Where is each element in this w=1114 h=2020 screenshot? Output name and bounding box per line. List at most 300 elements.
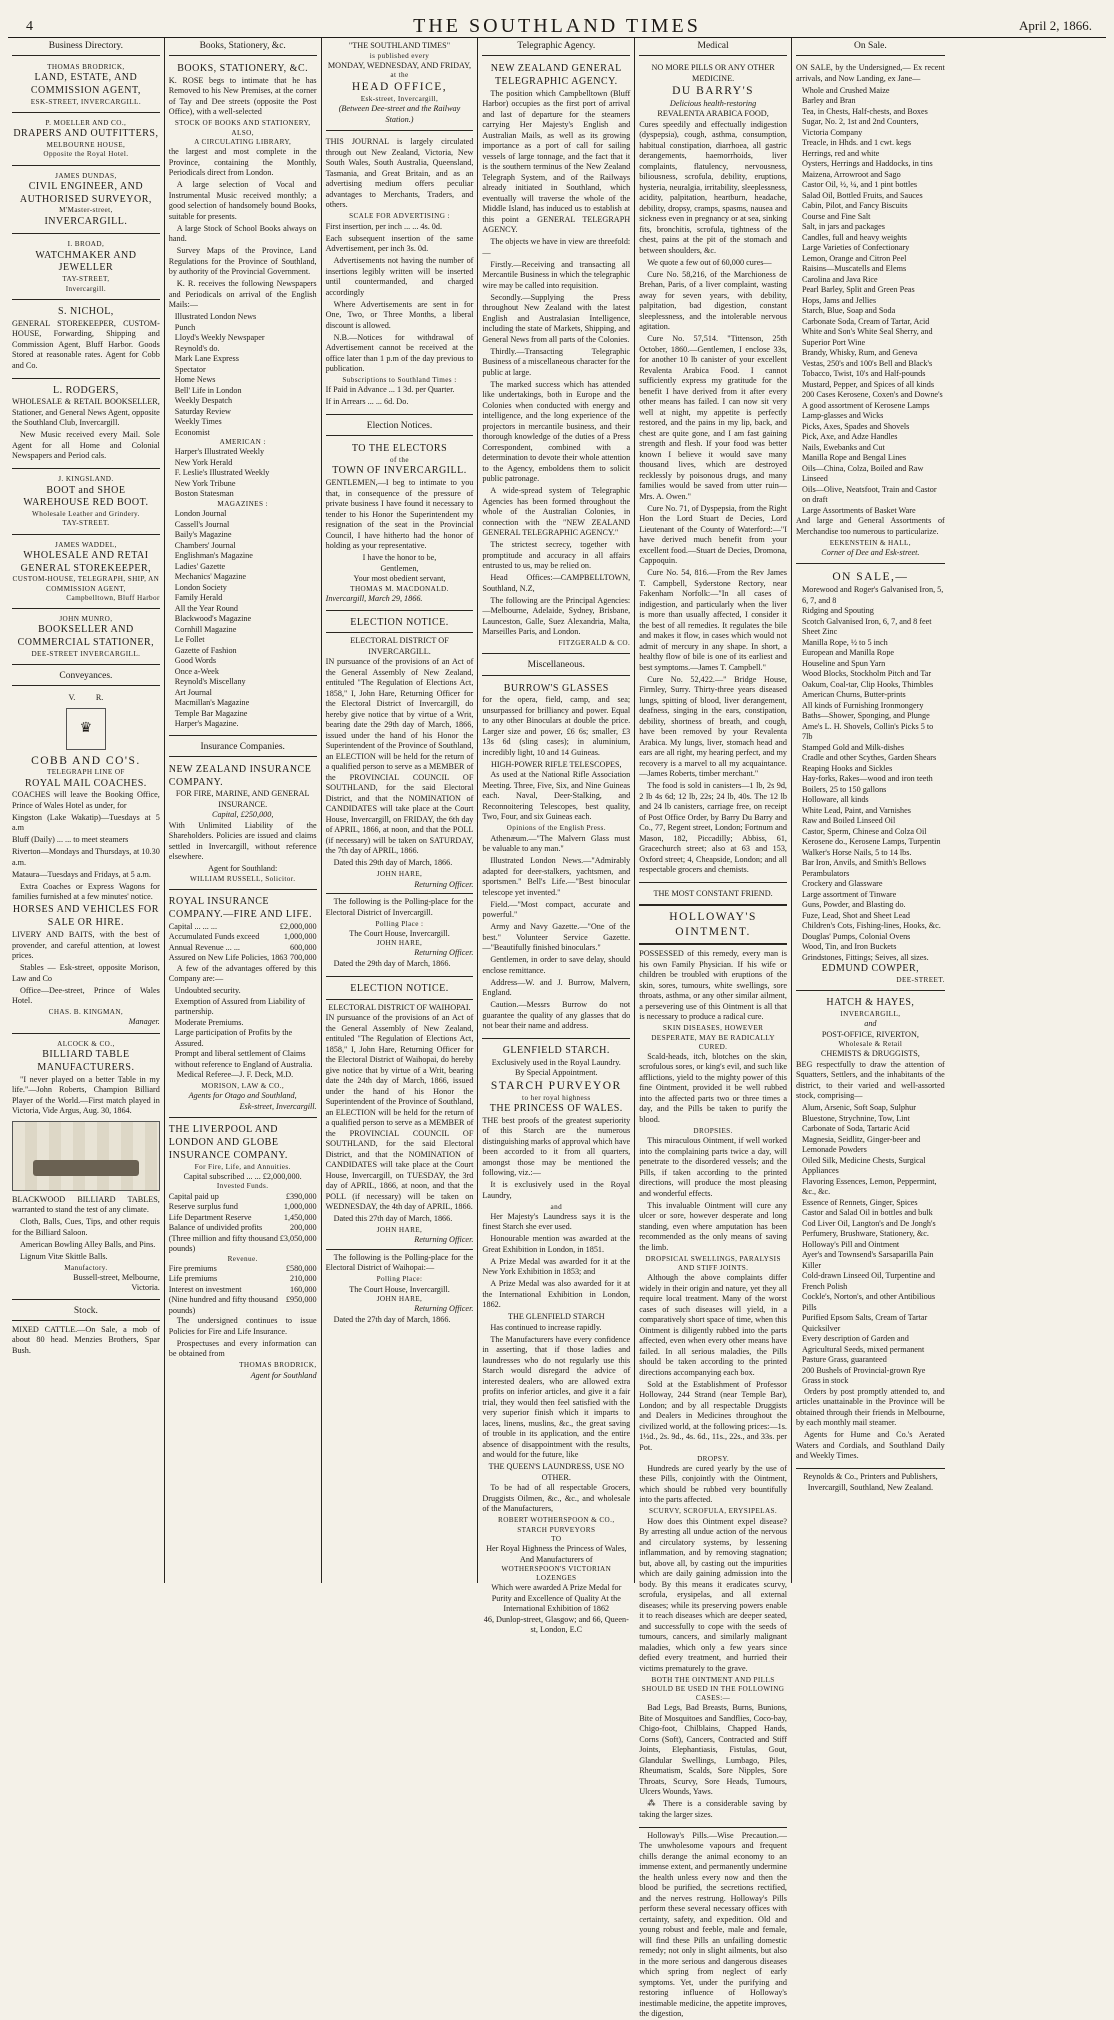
- advert-body: Army and Navy Gazette.—"One of the best." Volunteer Service Gazette.—"Beautifully finished binoculars.": [482, 922, 631, 953]
- list-item: Hay-forks, Rakes—wood and iron teeth: [801, 774, 933, 784]
- advert-name: JAMES DUNDAS,: [55, 171, 117, 180]
- advert-title: ROYAL INSURANCE COMPANY.—FIRE AND LIFE.: [168, 896, 312, 920]
- notice-line: Polling Place :: [375, 919, 424, 928]
- advert-billiard: [12, 1037, 160, 1300]
- list-item: Walker's Horse Nails, 5 to 14 lbs.: [801, 847, 912, 857]
- list-item: Cabin, Pilot, and Fancy Biscuits: [801, 201, 908, 211]
- advert-subtitle: CHEMISTS & DRUGGISTS,: [820, 1049, 920, 1059]
- advert-subtitle: DROPSY.: [697, 1454, 730, 1463]
- list-item: New York Herald: [174, 457, 233, 467]
- advert-body: K. ROSE begs to intimate that he has Removed to his New Premises, at the corner of Tay and Dee streets (opposite the Post Office), with a well-selected: [168, 75, 317, 117]
- table-row: [169, 953, 317, 964]
- advert-body: The undersigned continues to issue Policies for Fire and Life Insurance.: [168, 1316, 317, 1336]
- list-item: All kinds of Furnishing Ironmongery: [801, 700, 924, 710]
- advert-body: It is exclusively used in the Royal Laundry,: [482, 1180, 631, 1200]
- advert-body: A few of the advantages offered by this Company are:—: [168, 963, 317, 984]
- row-value: £390,000: [285, 1191, 317, 1201]
- notice-line: Esk-street, Invercargill,: [360, 95, 439, 104]
- list-item: Saturday Review: [174, 406, 231, 416]
- advert-subtitle: ROYAL MAIL COACHES.: [24, 777, 147, 789]
- advert-address: 46, Dunlop-street, Glasgow; and 66, Queen-st, London, E.C: [483, 1614, 629, 1635]
- list-item: Candles, full and heavy weights: [801, 232, 907, 242]
- advert: [12, 303, 160, 379]
- table-row: [169, 1264, 317, 1275]
- row-label: Reserve surplus fund: [168, 1202, 238, 1212]
- list-item: Salad Oil, Bottled Fruits, and Sauces: [801, 190, 923, 200]
- magazine-list: [169, 509, 317, 730]
- notice-date: Dated this 27th day of March, 1866.: [333, 1214, 453, 1224]
- list-item: Exemption of Assured from Liability of partnership.: [174, 996, 306, 1017]
- list-item: Whole and Crushed Maize: [801, 85, 890, 95]
- advert-title: BOOT and SHOE WAREHOUSE RED BOOT.: [23, 484, 149, 509]
- advert: [12, 538, 160, 609]
- column-medical: [635, 38, 792, 2019]
- notice-body: The following is the Polling-place for the Electoral District of Invercargill.: [325, 897, 474, 917]
- advert-subtitle: SKIN DISEASES, HOWEVER DESPERATE, MAY BE RADICALLY CURED.: [651, 1024, 775, 1051]
- advert-body: Address—W. and J. Burrow, Malvern, England.: [482, 977, 631, 998]
- list-item: Chambers' Journal: [174, 540, 236, 550]
- row-label: Balance of undivided profits: [168, 1223, 263, 1233]
- advert-body: A large selection of Vocal and Instrumental Music received monthly; a good selection of handsomely bound Books, suitable for presents.: [168, 180, 317, 221]
- list-item: Castor Oil, ½, ¼, and 1 pint bottles: [801, 180, 918, 190]
- section-heading: Telegraphic Agency.: [482, 38, 630, 56]
- list-item: Gazette of Fashion: [174, 645, 237, 655]
- section-heading: Medical: [639, 38, 787, 56]
- row-value: 600,000: [289, 942, 317, 952]
- list-item: Mark Lane Express: [174, 354, 239, 364]
- advert-body: The food is sold in canisters—1 lb, 2s 9d, 2 lb 4s 6d; 12 lb, 22s; 24 lb, 40s. The 12 lb and 24 lb canisters, carriage free, on receipt of Post Office Order, by Barry Du Barry and Co., 77, Regent street, London; Fortnum and Mason, 182, Piccadilly; Abbiss, 61, Gracechurch street; also at 63 and 153, Oxford street; 4, Cheapside, London; and all respectable grocers and chemists.: [639, 781, 787, 875]
- list-item: Pearl Barley, Split and Green Peas: [801, 285, 915, 295]
- capital-table: [169, 922, 317, 964]
- list-item: White Lead, Paint, and Varnishes: [801, 805, 911, 815]
- royal-arms-icon: ♛: [66, 708, 106, 750]
- issue-date: April 2, 1866.: [1019, 18, 1092, 33]
- row-label: Capital ... ... ...: [168, 921, 218, 931]
- row-label: Capital paid up: [168, 1191, 219, 1201]
- notice-line: I have the honor to be,: [362, 553, 437, 563]
- list-heading: MAGAZINES :: [217, 499, 268, 508]
- advert-address: POST-OFFICE, RIVERTON,: [821, 1029, 919, 1039]
- advert-liverpool-insurance: [169, 1121, 317, 1386]
- notice-line: is published every: [369, 51, 430, 60]
- list-item: Grindstones, Fittings; Seives, all sizes.: [801, 952, 929, 962]
- row-label: Accumulated Funds exceed: [168, 932, 260, 942]
- funds-table: [169, 1192, 317, 1255]
- advert-address: Wholesale Leather and Grindery.: [32, 510, 140, 519]
- notice-signature: THOMAS M. MACDONALD.: [350, 584, 449, 593]
- advert-body: Cloth, Balls, Cues, Tips, and other requis for the Billiard Saloon.: [12, 1217, 160, 1237]
- advert-body: POSSESSED of this remedy, every man is his own Family Physician. If his wife or children be troubled with eruptions of the skin, sores, tumours, white swellings, sore throats, asthma, or any other similar ailment, a persevering use of this Ointment is all that is necessary to produce a radical cure.: [639, 949, 787, 1022]
- cowper-advert: [796, 567, 945, 991]
- advert-body: Stables — Esk-street, opposite Morison, Law and Co: [12, 963, 160, 983]
- row-value: £3,050,000: [279, 1233, 317, 1243]
- advert-subtitle: Opinions of the English Press.: [506, 824, 606, 833]
- row-value: £950,000: [285, 1295, 317, 1305]
- advert-body: Prospectuses and every information can be obtained from: [168, 1338, 317, 1359]
- advert-body: Firstly.—Receiving and transacting all Mercantile Business in which the telegraphic wire may be called into requisition.: [482, 259, 631, 290]
- row-label: Life premiums: [168, 1274, 218, 1284]
- advert-title: THE MOST CONSTANT FRIEND.: [653, 889, 773, 899]
- advert-capital: Capital, £250,000,: [211, 810, 274, 820]
- notice-line: Gentlemen,: [380, 563, 419, 573]
- advert-subtitle: to her royal highness: [522, 1093, 591, 1102]
- advert-address: MELBOURNE HOUSE,: [46, 141, 126, 150]
- glenfield-advert: [482, 1042, 630, 1641]
- timetable-line: Mataura—Tuesdays and Fridays, at 5 a.m.: [12, 869, 151, 879]
- advert-rose: [169, 60, 317, 735]
- list-item: Economist: [174, 427, 210, 437]
- notice-title: "THE SOUTHLAND TIMES": [348, 41, 451, 50]
- advert-address: Victoria.: [131, 1283, 160, 1293]
- advert-body: American Bowling Alley Balls, and Pins.: [20, 1239, 156, 1249]
- advert-body: ⁂ There is a considerable saving by taking the larger sizes.: [639, 1799, 787, 1819]
- advert-body: The following are the Principal Agencies:—Melbourne, Adelaide, Sydney, Brisbane, Launceston, Galle, Suez Alexandria, Malta, Marseilles Paris, and London.: [482, 595, 631, 637]
- notice-signature: JOHN HARE,: [376, 1295, 423, 1304]
- advert-body: Her Majesty's Laundress says it is the finest Starch she ever used.: [482, 1211, 631, 1232]
- notice-title: TOWN OF INVERCARGILL.: [332, 465, 467, 477]
- list-item: Large Varieties of Confectionary: [801, 243, 910, 253]
- timetable-line: Kingston (Lake Wakatip)—Tuesdays at 5 a.m: [12, 812, 160, 833]
- list-item: Ridging and Spouting: [801, 606, 874, 616]
- notice-title: TO THE ELECTORS: [351, 443, 448, 455]
- notice-title: ELECTION NOTICE.: [350, 982, 449, 994]
- table-row: [169, 1213, 317, 1224]
- eekenstein-advert: [796, 60, 945, 564]
- table-row: [169, 1202, 317, 1213]
- list-item: Castor and Salad Oil in bottles and bulk: [801, 1208, 933, 1218]
- royal-cypher: V. R.: [68, 693, 104, 703]
- list-item: Harper's Illustrated Weekly: [174, 447, 265, 457]
- advert-body: A Prize Medal was also awarded for it at the International Exhibition in London, 1862.: [482, 1279, 631, 1310]
- list-item: American Churns, Butter-prints: [801, 690, 906, 700]
- goods-list: [796, 585, 945, 963]
- list-item: Purified Epsom Salts, Cream of Tartar Quicksilver: [801, 1313, 928, 1333]
- notice-date: Dated the 29th day of March, 1866.: [333, 958, 451, 968]
- advert: [12, 472, 160, 534]
- advert-body: Bad Legs, Bad Breasts, Burns, Bunions, Bite of Mosquitoes and Sandflies, Coco-bay, Chigo-foot, Chilblains, Chapped Hands, Corns (Soft), Cancers, Contracted and Stiff Joints, Elephantiasis, Fistulas, Gout, Glandular Swellings, Lumbago, Piles, Rheumatism, Scalds, Sore Nipples, Sore Throats, Scurvy, Sore Heads, Tumours, Ulcers Wounds, Yaws.: [639, 1703, 787, 1797]
- advert-address: Campbelltown, Bluff Harbor: [66, 593, 160, 602]
- list-item: Good Words: [174, 656, 217, 666]
- list-item: Oakum, Coal-tar, Clip Hooks, Thimbles: [801, 679, 934, 689]
- advert-address: Corner of Dee and Esk-street.: [821, 547, 920, 557]
- list-item: Stamped Gold and Milk-dishes: [801, 742, 905, 752]
- advert-body: Orders by post promptly attended to, and articles unattainable in the Province will be obtained through their friends in Melbourne, by each monthly mail steamer.: [795, 1386, 945, 1428]
- advert-cobb: [12, 690, 160, 1034]
- advert-line: Her Royal Highness the Princess of Wales, And Manufacturers of: [486, 1544, 627, 1564]
- advert-title: HOLLOWAY'S OINTMENT.: [669, 910, 757, 938]
- list-item: Baily's Magazine: [174, 530, 232, 540]
- list-item: Cassell's Journal: [174, 519, 230, 529]
- notice-role: Returning Officer.: [414, 879, 474, 889]
- list-item: Weekly Despatch: [174, 396, 233, 406]
- advert-title: COBB AND CO'S.: [31, 754, 141, 767]
- section-heading: Miscellaneous.: [482, 657, 630, 675]
- list-item: Le Follet: [174, 635, 205, 645]
- terms-body: THIS JOURNAL is largely circulated through out New Zealand, Victoria, New South Wales, South Australia, Queensland, Tasmania, and Great Britain, and as an advertising medium offers peculiar advantages to Merchants, Traders, and others.: [325, 137, 474, 210]
- list-item: Bar Iron, Anvils, and Smith's Bellows: [801, 858, 927, 868]
- list-item: Large assortment of Tinware: [801, 889, 897, 899]
- list-item: Tea, in Chests, Half-chests, and Boxes: [801, 106, 928, 116]
- list-item: Treacle, in Hhds. and 1 cwt. kegs: [801, 138, 912, 148]
- american-list: [169, 447, 317, 500]
- advert-body: Illustrated London News.—"Admirably adapted for deer-stalkers, yachtsmen, and sportsmen." Bell's Life.—"Best binocular telescope yet invented.": [482, 856, 631, 897]
- advert-body: The marked success which has attended like undertakings, both in Europe and the Colonies when conducted with energy and intelligence, and the long experience of the projectors in mercantile business, and their thorough knowledge of the duties of a Press Correspondent, combined with a determination to devote their whole attention to the Agency, emboldens them to solicit public patronage.: [482, 379, 631, 484]
- list-item: Sheet Zinc: [801, 627, 838, 637]
- advert-title: WATCHMAKER AND JEWELLER: [35, 249, 137, 274]
- list-item: Wood, Tin, and Iron Buckets: [801, 942, 897, 952]
- terms-line: Each subsequent insertion of the same Advertisement, per inch 3s. 0d.: [325, 233, 474, 254]
- list-item: Oils—Olive, Neatsfoot, Train and Castor on draft: [801, 484, 937, 505]
- advert-body: This miraculous Ointment, if well worked into the complaining parts twice a day, will penetrate to the disordered vessels; and the Pills, if taken according to the printed directions, will produce the most pleasing and wonderful effects.: [639, 1136, 787, 1198]
- advert-signature: EEKENSTEIN & HALL,: [829, 538, 912, 547]
- advert-body: The strictest secrecy, together with promptitude and accuracy in all affairs entrusted to us, may be relied on.: [482, 540, 631, 571]
- row-value: £580,000: [285, 1263, 317, 1273]
- advert-address: INVERCARGILL,: [840, 1009, 901, 1018]
- advert-body: BEG respectfully to draw the attention of Squatters, Settlers, and the inhabitants of the district, to their varied and well-assorted stock, comprising—: [795, 1059, 945, 1101]
- advert-signature: EDMUND COWPER,: [821, 963, 920, 975]
- billiard-illustration-icon: [12, 1121, 160, 1191]
- notice-body: IN pursuance of the provisions of an Act of the General Assembly of New Zealand, entituled "The Regulation of Elections Act, 1858," I, John Hare, Returning Officer for the Electoral District of Waihopai, do hereby give notice that by virtue of a Writ, bearing date the 24th day of March, 1866, issued under the hand of his Honor the Superintendent of the Province of Southland, an ELECTION will be held for the return of a qualified person to serve as a MEMBER of the PROVINCIAL COUNCIL OF SOUTHLAND, for the said Electoral District, and that the NOMINATION of CANDIDATES will take place at the Court House, Invercargill, on TUESDAY, the 3rd day of APRIL, 1866, at noon, and that the POLL (if necessary) will be taken on WEDNESDAY, the 4th day of APRIL, 1866.: [325, 1013, 474, 1212]
- printers-imprint: Reynolds & Co., Printers and Publishers, Invercargill, Southland, New Zealand.: [803, 1472, 938, 1492]
- list-item: Starch, Blue, Soap and Soda: [801, 306, 896, 316]
- list-item: Large Assortments of Basket Ware: [801, 505, 916, 515]
- advert-title: NEW ZEALAND INSURANCE COMPANY.: [168, 763, 312, 788]
- list-item: Alum, Arsenic, Soft Soap, Sulphur: [801, 1103, 916, 1113]
- advert-body: A large Stock of School Books always on hand.: [168, 223, 317, 244]
- list-item: Punch: [174, 322, 196, 332]
- list-item: Art Journal: [174, 687, 212, 697]
- advert-address: CUSTOM-HOUSE, TELEGRAPH, SHIP, AN COMMISSION AGENT,: [12, 575, 160, 593]
- advert-body: A wide-spread system of Telegraphic Agencies has been formed throughout the whole of the Australian Colonies, in connection with the "NEW ZEALAND GENERAL TELEGRAPHIC AGENCY.": [482, 486, 631, 538]
- list-heading: AMERICAN :: [219, 438, 266, 447]
- notice-signature: JOHN HARE,: [376, 870, 423, 879]
- advert-signature: FITZGERALD & CO.: [558, 639, 631, 648]
- advert-royal-insurance: [169, 893, 317, 1118]
- advert-name: P. MOELLER AND CO.,: [45, 119, 127, 128]
- advert-body: LIVERY AND BAITS, with the best of provender, and careful attention, at lowest prices.: [12, 930, 160, 961]
- advert-name: S. NICHOL,: [57, 305, 114, 317]
- advert-title: CIVIL ENGINEER, AND AUTHORISED SURVEYOR,: [19, 180, 152, 205]
- advert-address: DEE-STREET INVERCARGILL.: [31, 649, 141, 658]
- advert-subtitle: DROPSICAL SWELLINGS, PARALYSIS AND STIFF JOINTS.: [645, 1254, 781, 1272]
- advert-body: MIXED CATTLE.—On Sale, a mob of about 80 head. Menzies Brothers, Spar Bush.: [12, 1324, 160, 1355]
- advert-capital: Capital subscribed ... ... £2,000,000.: [183, 1171, 302, 1181]
- notice-line: at the: [390, 71, 409, 80]
- list-item: Once a-Week: [174, 666, 219, 676]
- advert-body: Survey Maps of the Province, Land Regulations for the Province of Southland, by authority of the Provincial Government.: [168, 246, 317, 277]
- list-item: Lloyd's Weekly Newspaper: [174, 333, 265, 343]
- list-item: Holloway's Pill and Ointment: [801, 1239, 900, 1249]
- list-item: Carolina and Java Rice: [801, 274, 878, 284]
- advert: [12, 612, 160, 665]
- advert-body: Field.—"Most compact, accurate and powerful.": [482, 899, 631, 920]
- advert-body: Caution.—Messrs Burrow do not guarantee the quality of any glasses that do not bear their name and address.: [482, 1000, 631, 1031]
- advert-body: Cure No. 57,514. "Tittenson, 25th October, 1860.—Gentlemen, I enclose 33s, for another 10 lb canister of your excellent Revalenta Arabica Food. I cannot sufficiently express my gratitude for the benefit I have derived from it after every other means has failed. I can now sit very well at night, my appetite is perfectly restored, and the pains in my lip, back, and chest are quite gone, and I am fast gaining strength and flesh. If your food was better known I believe it would save many thousand lives, which are destroyed recklessly by poisonous drugs, and many families would be saved from utter ruin—Mrs. A. Owen.": [639, 334, 787, 501]
- advert-body: Honourable mention was awarded at the Great Exhibition in London, in 1851.: [482, 1234, 631, 1254]
- terms-line: Where Advertisements are sent in for One, Two, or Three Months, a liberal discount is allowed.: [325, 299, 474, 330]
- advantages-list: [169, 986, 317, 1070]
- advert-body: A Prize Medal was awarded for it at the New York Exhibition in 1853; and: [482, 1256, 631, 1277]
- list-item: Castor, Sperm, Chinese and Colza Oil: [801, 826, 927, 836]
- advert-subtitle: STOCK OF BOOKS AND STATIONERY,: [174, 119, 311, 128]
- advert-address: TAY-STREET,: [62, 275, 110, 284]
- list-item: Vestas, 250's and 100's Bell and Black's Tobacco, Twist, 10's and Half-pounds: [801, 358, 933, 379]
- advert-title: DRAPERS AND OUTFITTERS,: [13, 128, 159, 140]
- advert-body: ON SALE, by the Undersigned,— Ex recent arrivals, and Now Landing, ex Jane—: [795, 63, 945, 83]
- section-heading: Business Directory.: [12, 38, 160, 56]
- list-item: Houseline and Spun Yarn: [801, 658, 886, 668]
- notice-body: The following is the Polling-place for the Electoral District of Waihopai:—: [325, 1252, 474, 1273]
- advert-title: HATCH & HAYES,: [826, 997, 915, 1009]
- list-item: Ladies' Gazette: [174, 561, 226, 571]
- list-item: F. Leslie's Illustrated Weekly: [174, 468, 270, 478]
- section-heading: Insurance Companies.: [169, 739, 317, 757]
- list-item: Spectator: [174, 364, 206, 374]
- advert-body: And large and General Assortments of Merchandise too numerous to particularize.: [795, 516, 945, 536]
- table-heading: Revenue.: [227, 1254, 258, 1263]
- advert-body: We quote a few out of 60,000 cures—: [647, 257, 772, 267]
- list-item: Reynold's do.: [174, 343, 220, 353]
- advert-nz-insurance: [169, 761, 317, 890]
- advert-role: Manager.: [128, 1017, 160, 1027]
- advert-subtitle: DROPSIES.: [693, 1126, 733, 1135]
- notice-role: Returning Officer.: [414, 948, 474, 958]
- list-item: Cradle and other Scythes, Garden Shears: [801, 753, 937, 763]
- row-label: Fire premiums: [168, 1263, 217, 1273]
- advert: [12, 116, 160, 165]
- list-item: Weekly Times: [174, 417, 222, 427]
- notice-line: Your most obedient servant,: [353, 574, 446, 584]
- advert-line: TO: [551, 1534, 562, 1543]
- row-label: Interest on investment: [168, 1284, 242, 1294]
- list-item: Salt, in jars and packages: [801, 222, 885, 232]
- notice-body: IN pursuance of the provisions of an Act of the General Assembly of New Zealand, entituled "The Regulation of Elections Act, 1858," I, John Hare, Returning Officer for the Electoral District of Invercargill, do hereby give notice that by virtue of a Writ, bearing date the 29th day of March, 1866, issued under the hand of his Honor the Superintendent of the Province of Southland, an ELECTION will be held for the return of a qualified person to serve as a MEMBER of the PROVINCIAL COUNCIL OF SOUTHLAND, for the said Electoral District, and that the NOMINATION of CANDIDATES will take place at the Court House, Invercargill, on FRIDAY, the 6th day of APRIL, 1866, at noon, and that the POLL (if necessary) will be taken on SATURDAY, the 7th day of APRIL, 1866.: [325, 657, 474, 856]
- notice-signature: JOHN HARE,: [376, 1226, 423, 1235]
- list-item: 200 Bushels of Provincial-grown Rye Grass in stock: [801, 1365, 926, 1386]
- advert-name: JOHN MUNRO,: [59, 615, 113, 624]
- hatch-hayes-advert: [796, 994, 945, 1469]
- list-item: Mustard, Pepper, and Spices of all kinds: [801, 379, 934, 389]
- advert-body: COACHES will leave the Booking Office, Prince of Wales Hotel as under, for: [12, 790, 160, 810]
- notice-line: of the: [390, 456, 409, 465]
- advert-subtitle: Wholesale & Retail: [838, 1040, 903, 1049]
- row-label: (Nine hundred and fifty thousand pounds): [168, 1295, 278, 1315]
- list-item: Lemon, Orange and Citron Peel: [801, 253, 907, 263]
- advert-subtitle: HIGH-POWER RIFLE TELESCOPES,: [490, 759, 622, 769]
- advert-subtitle: Delicious health-restoring: [669, 98, 757, 108]
- advert-name: L. RODGERS,: [53, 384, 119, 396]
- advert-body: Lignum Vitæ Skittle Balls.: [20, 1251, 108, 1261]
- advert-title: BILLIARD TABLE MANUFACTURERS.: [37, 1048, 135, 1073]
- advert-body: This invaluable Ointment will cure any ulcer or sore, however desperate and long standing, even where amputation has been recommended as the only means of saving the limb.: [639, 1200, 787, 1252]
- row-value: £2,000,000: [279, 921, 317, 931]
- list-item: Every description of Garden and Agricultural Seeds, mixed permanent Pasture Grass, guaranteed: [801, 1334, 925, 1365]
- table-row: [169, 1285, 317, 1296]
- advert-address: DEE-STREET.: [896, 975, 945, 984]
- advertising-terms: [326, 134, 474, 415]
- row-value: 1,000,000: [283, 932, 317, 942]
- list-item: Home News: [174, 375, 216, 385]
- table-heading: Invested Funds.: [216, 1182, 269, 1191]
- table-row: [169, 922, 317, 933]
- list-item: Carbonate of Soda, Tartaric Acid: [801, 1124, 910, 1134]
- advert-body: Head Offices:—CAMPBELLTOWN, Southland, N.Z,: [482, 573, 631, 593]
- advert-subtitle: TELEGRAPH LINE OF: [46, 768, 125, 777]
- advert-title: LAND, ESTATE, AND COMMISSION AGENT,: [30, 72, 141, 97]
- list-item: Scotch Galvanised Iron, 6, 7, and 8 feet: [801, 616, 932, 626]
- advert-body: WHOLESALE & RETAIL BOOKSELLER, Stationer, and General News Agent, opposite the Southland Club, Invercargill.: [12, 397, 160, 428]
- list-item: Children's Cots, Fishing-lines, Hooks, &c.: [801, 921, 941, 931]
- table-row: [169, 932, 317, 943]
- list-item: Cornhill Magazine: [174, 624, 237, 634]
- row-value: 1,000,000: [283, 1202, 317, 1212]
- list-item: Hops, Jams and Jellies: [801, 295, 877, 305]
- advert-signature: STARCH PURVEYORS: [517, 1525, 596, 1534]
- list-item: Perambulators: [801, 868, 850, 878]
- masthead: [8, 12, 1106, 38]
- advert: [12, 60, 160, 113]
- advert-body: Cures speedily and effectually indigestion (dyspepsia), cough, asthma, consumption, habitual constipation, diarrhoea, all gastric derangements, haemorrhoids, liver complaints, flatulency, nervousness, biliousness, scrofula, debility, eruptions, hysteria, neuralgia, irritability, sleeplessness, acidity, palpitation, heartburn, headache, debility, dropsy, cramps, spasms, nausea and sickness even in pregnancy or at sea, sinking fits, bronchitis, scrofula, tightness of the chest, pains at the pit of the stomach and between shoulders, &c.: [639, 119, 787, 255]
- goods-list: [796, 86, 945, 517]
- advert-title: STARCH PURVEYOR: [490, 1079, 622, 1092]
- list-item: White and Son's White Seal Sherry, and Superior Port Wine: [801, 327, 933, 347]
- list-item: Boston Statesman: [174, 489, 234, 499]
- column-books-insurance: [165, 38, 322, 1583]
- list-item: Bluestone, Strychnine, Tow, Lint: [801, 1113, 910, 1123]
- telegraph-agency-advert: [482, 60, 630, 654]
- list-item: Prompt and liberal settlement of Claims without reference to England of Australia.: [174, 1049, 313, 1069]
- advert-line: and: [550, 1202, 563, 1211]
- advert-title: ON SALE,—: [832, 571, 909, 584]
- advert-address: Bussell-street, Melbourne,: [73, 1272, 160, 1282]
- list-item: Cod Liver Oil, Langton's and De Jongh's: [801, 1218, 936, 1228]
- terms-line: Advertisements not having the number of insertions legibly written will be inserted until countermanded, and charged accordingly: [325, 256, 474, 297]
- list-item: Herrings, red and white: [801, 148, 880, 158]
- terms-heading: Subscriptions to Southland Times :: [342, 376, 457, 385]
- advert-address: TAY-STREET.: [62, 519, 110, 528]
- list-item: Cold-drawn Linseed Oil, Turpentine and French Polish: [801, 1271, 936, 1291]
- advert-name: THOMAS BRODRICK,: [47, 63, 125, 72]
- notice-office: HEAD OFFICE,: [351, 81, 448, 94]
- list-item: Flavoring Essences, Lemon, Peppermint, &c., &c.: [801, 1176, 937, 1197]
- row-label: (Three million and fifty thousand pounds): [168, 1233, 278, 1254]
- advert-body: Cure No. 58,216, of the Marchioness de Brehan, Paris, of a liver complaint, wasting away for seven years, with debility, palpitation, bad digestion, constant sleeplessness, and the intolerable nervous agitation.: [639, 269, 787, 332]
- list-item: Oils—China, Colza, Boiled and Raw Linseed: [801, 463, 924, 484]
- page-number: 4: [26, 19, 33, 34]
- notice-subtitle: ELECTORAL DISTRICT OF WAIHOPAI.: [328, 1002, 471, 1012]
- row-value: 210,000: [289, 1274, 317, 1284]
- list-item: Crockery and Glassware: [801, 879, 883, 889]
- advert-body: Although the above complaints differ widely in their origin and nature, yet they all require local treatment. Many of the worst cases of such diseases will yield, in a comparatively short space of time, when this Ointment is diligently rubbed into the parts affected, even when every other means have failed. In all serious maladies, the Pills should be taken according to the printed directions accompanying each box.: [639, 1273, 787, 1377]
- advert-name: I. BROAD,: [67, 240, 105, 249]
- notice-role: Returning Officer.: [414, 1235, 474, 1245]
- list-item: Maizena, Arrowroot and Sago: [801, 169, 901, 179]
- advert-agent: Agent for Southland:: [208, 864, 278, 874]
- advert: [12, 169, 160, 235]
- advert-body: New Music received every Mail. Sole Agent for all Home and Colonial Newspapers and Period cals.: [12, 430, 160, 461]
- list-item: Illustrated London News: [174, 312, 257, 322]
- list-item: Family Herald: [174, 593, 223, 603]
- newspaper-list: [169, 312, 317, 438]
- advert-body: With Unlimited Liability of the Shareholders. Policies are issued and claims settled in Invercargill, without reference elsewhere.: [168, 820, 317, 862]
- list-item: Oiled Silk, Medicine Chests, Surgical Appliances: [801, 1155, 926, 1176]
- advert-body: Thirdly.—Transacting Telegraphic Business of a miscellaneous character for the public at large.: [482, 346, 631, 377]
- section-heading: On Sale.: [796, 38, 945, 56]
- notice-line: Polling Place:: [376, 1275, 423, 1284]
- list-item: Reaping Hooks and Sickles: [801, 763, 893, 773]
- notice-date: Invercargill, March 29, 1866.: [325, 594, 423, 603]
- advert-body: Sold at the Establishment of Professor Holloway, 244 Strand (near Temple Bar), London; and by all respectable Druggists and Dealers in Medicines throughout the civilized world, at the following prices:—1s. 1½d., 2s. 9d., 4s. 6d., 11s., 22s., and 33s. per Pot.: [639, 1379, 787, 1452]
